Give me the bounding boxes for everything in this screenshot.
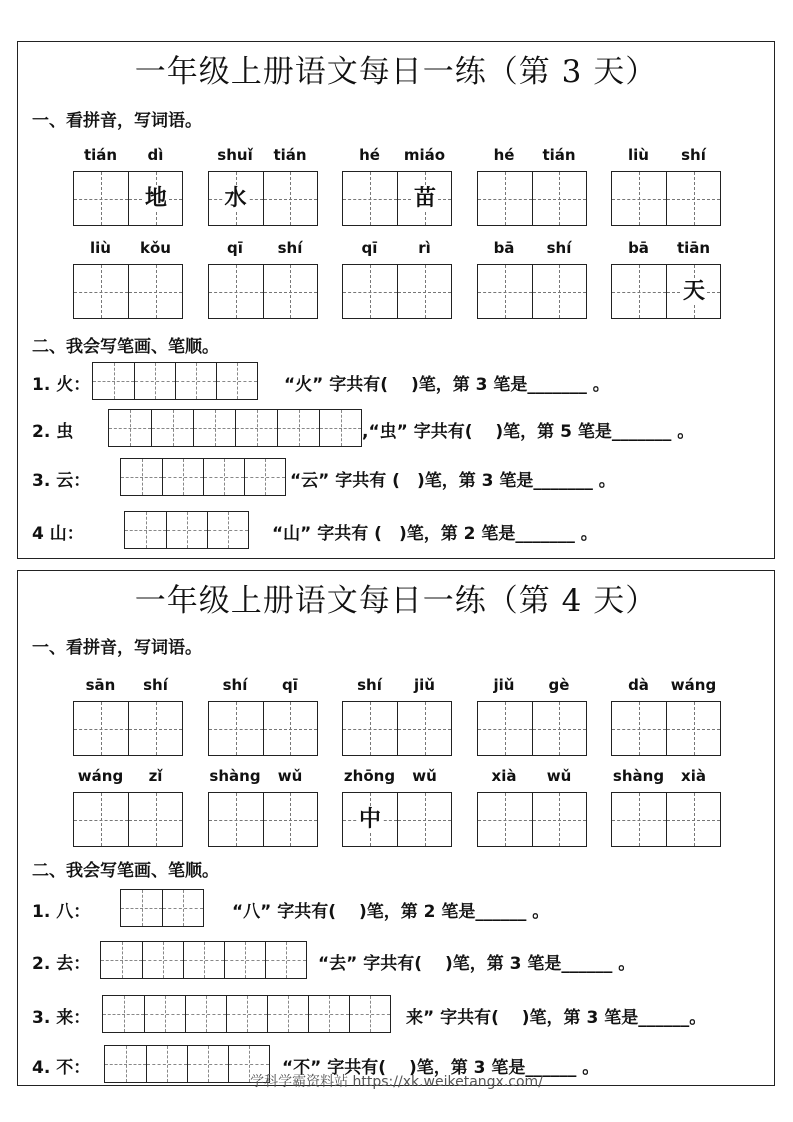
writing-box[interactable] xyxy=(73,264,183,319)
writing-box[interactable] xyxy=(342,701,452,756)
watermark: 学科学霸资料站 https://xk.weiketangx.com/ xyxy=(250,1074,543,1090)
question-text: “八” 字共有( )笔，第 2 笔是______ 。 xyxy=(232,902,550,922)
tianzige-square[interactable] xyxy=(128,265,182,318)
tianzige-square[interactable] xyxy=(74,265,128,318)
given-character: 水 xyxy=(224,186,247,211)
pinyin-syllable: wǔ xyxy=(546,767,572,785)
pinyin-syllable: zǐ xyxy=(148,767,163,785)
stroke-square[interactable] xyxy=(224,942,265,978)
tianzige-square[interactable] xyxy=(128,793,182,846)
sheet-title: 一年级上册语文每日一练（第 4 天） xyxy=(134,583,658,619)
stroke-square[interactable] xyxy=(226,996,267,1032)
writing-box[interactable] xyxy=(611,171,721,226)
tianzige-square[interactable] xyxy=(612,265,666,318)
tianzige-square[interactable] xyxy=(532,793,586,846)
pinyin-syllable: shí xyxy=(546,239,572,257)
tianzige-square[interactable] xyxy=(209,793,263,846)
stroke-question xyxy=(32,995,762,1035)
stroke-square[interactable] xyxy=(185,996,226,1032)
stroke-square[interactable] xyxy=(175,363,216,399)
pinyin-syllable: shí xyxy=(357,676,382,694)
tianzige-square[interactable] xyxy=(532,702,586,755)
question-label: 1. 火： xyxy=(32,375,91,395)
pinyin xyxy=(342,146,452,166)
pinyin-syllable: liù xyxy=(90,239,111,257)
question-label: 2. 虫 xyxy=(32,422,74,442)
tianzige-square[interactable] xyxy=(532,265,586,318)
stroke-square[interactable] xyxy=(193,410,235,446)
tianzige-square[interactable] xyxy=(666,172,720,225)
tianzige-square[interactable] xyxy=(128,702,182,755)
stroke-question xyxy=(32,511,762,551)
tianzige-square[interactable] xyxy=(263,702,317,755)
stroke-square[interactable] xyxy=(134,363,175,399)
writing-box[interactable] xyxy=(342,171,452,226)
tianzige-square[interactable] xyxy=(343,172,397,225)
stroke-question xyxy=(32,362,762,402)
pinyin-syllable: xià xyxy=(491,767,517,785)
stroke-square[interactable] xyxy=(144,996,185,1032)
given-character: 地 xyxy=(144,186,167,211)
given-character: 苗 xyxy=(413,186,436,211)
question-text: “不” 字共有( )笔，第 3 笔是______ 。 xyxy=(282,1058,600,1078)
tianzige-square[interactable] xyxy=(74,793,128,846)
question-label: 4. 不： xyxy=(32,1058,91,1078)
pinyin-syllable: bā xyxy=(493,239,515,257)
pinyin-syllable: qī xyxy=(361,239,378,257)
given-character: 中 xyxy=(358,807,381,832)
pinyin xyxy=(342,767,452,787)
tianzige-square[interactable] xyxy=(263,172,317,225)
stroke-square[interactable] xyxy=(203,459,244,495)
pinyin-syllable: shí xyxy=(681,146,706,164)
pinyin xyxy=(208,239,318,259)
tianzige-square[interactable] xyxy=(343,702,397,755)
writing-box[interactable] xyxy=(477,264,587,319)
stroke-order-grid[interactable] xyxy=(92,362,258,400)
tianzige-square[interactable] xyxy=(478,265,532,318)
stroke-square[interactable] xyxy=(121,459,162,495)
pinyin-syllable: qī xyxy=(227,239,243,257)
pinyin xyxy=(611,767,721,787)
stroke-square[interactable] xyxy=(349,996,390,1032)
tianzige-square[interactable] xyxy=(74,702,128,755)
pinyin-syllable: shàng xyxy=(209,767,261,785)
stroke-square[interactable] xyxy=(101,942,142,978)
pinyin-syllable: jiǔ xyxy=(414,676,435,694)
pinyin-syllable: miáo xyxy=(403,146,446,164)
stroke-square[interactable] xyxy=(183,942,224,978)
pinyin xyxy=(611,146,721,166)
pinyin xyxy=(73,239,183,259)
tianzige-square[interactable] xyxy=(612,793,666,846)
stroke-square[interactable] xyxy=(235,410,277,446)
tianzige-square[interactable] xyxy=(74,172,128,225)
stroke-square[interactable] xyxy=(244,459,285,495)
stroke-question xyxy=(32,889,762,929)
stroke-square[interactable] xyxy=(125,512,166,548)
stroke-question xyxy=(32,458,762,498)
question-text: “火” 字共有( )笔，第 3 笔是_______ 。 xyxy=(284,375,610,395)
pinyin-syllable: rì xyxy=(418,239,431,257)
tianzige-square[interactable] xyxy=(397,793,451,846)
tianzige-square[interactable] xyxy=(209,702,263,755)
stroke-square[interactable] xyxy=(162,459,203,495)
pinyin-syllable: tián xyxy=(542,146,576,164)
tianzige-square[interactable] xyxy=(397,172,451,225)
pinyin-syllable: qī xyxy=(282,676,298,694)
stroke-order-grid[interactable] xyxy=(124,511,249,549)
section-1-heading: 一、看拼音，写词语。 xyxy=(32,638,202,658)
stroke-question xyxy=(32,941,762,981)
pinyin xyxy=(477,239,587,259)
tianzige-square[interactable] xyxy=(532,172,586,225)
stroke-order-grid[interactable] xyxy=(120,458,286,496)
pinyin-syllable: dì xyxy=(147,146,164,164)
pinyin xyxy=(73,146,183,166)
pinyin xyxy=(208,146,318,166)
worksheet-day-3 xyxy=(17,41,775,559)
pinyin xyxy=(208,767,318,787)
stroke-square[interactable] xyxy=(265,942,306,978)
tianzige-square[interactable] xyxy=(343,265,397,318)
stroke-square[interactable] xyxy=(277,410,319,446)
pinyin-syllable: wáng xyxy=(670,676,717,694)
tianzige-square[interactable] xyxy=(666,793,720,846)
writing-box[interactable] xyxy=(208,264,318,319)
pinyin-syllable: kǒu xyxy=(140,239,171,257)
stroke-square[interactable] xyxy=(308,996,349,1032)
writing-box[interactable] xyxy=(73,792,183,847)
section-2-heading: 二、我会写笔画、笔顺。 xyxy=(32,861,219,881)
tianzige-square[interactable] xyxy=(666,265,720,318)
stroke-square[interactable] xyxy=(216,363,257,399)
pinyin xyxy=(73,767,183,787)
pinyin-syllable: hé xyxy=(359,146,380,164)
stroke-square[interactable] xyxy=(151,410,193,446)
writing-box[interactable] xyxy=(342,792,452,847)
question-text: “山” 字共有 ( )笔，第 2 笔是_______ 。 xyxy=(272,524,598,544)
stroke-square[interactable] xyxy=(121,890,162,926)
pinyin-syllable: gè xyxy=(548,676,570,694)
stroke-square[interactable] xyxy=(109,410,151,446)
stroke-square[interactable] xyxy=(103,996,144,1032)
stroke-square[interactable] xyxy=(93,363,134,399)
tianzige-square[interactable] xyxy=(128,172,182,225)
pinyin-syllable: wǔ xyxy=(412,767,437,785)
question-text: 来” 字共有( )笔，第 3 笔是______。 xyxy=(406,1008,707,1028)
tianzige-square[interactable] xyxy=(343,793,397,846)
pinyin-syllable: tián xyxy=(83,146,118,164)
pinyin-syllable: wǔ xyxy=(277,767,303,785)
pinyin-syllable: tiān xyxy=(676,239,711,257)
pinyin xyxy=(611,239,721,259)
writing-box[interactable] xyxy=(477,792,587,847)
pinyin-syllable: hé xyxy=(493,146,515,164)
stroke-order-grid[interactable] xyxy=(102,995,391,1033)
tianzige-square[interactable] xyxy=(263,265,317,318)
pinyin-syllable: shí xyxy=(143,676,168,694)
stroke-square[interactable] xyxy=(166,512,207,548)
pinyin xyxy=(342,676,452,696)
tianzige-square[interactable] xyxy=(263,793,317,846)
question-label: 3. 来： xyxy=(32,1008,91,1028)
tianzige-square[interactable] xyxy=(209,172,263,225)
pinyin-syllable: wáng xyxy=(77,767,124,785)
question-label: 1. 八： xyxy=(32,902,91,922)
stroke-square[interactable] xyxy=(319,410,361,446)
pinyin xyxy=(477,146,587,166)
tianzige-square[interactable] xyxy=(612,702,666,755)
writing-box[interactable] xyxy=(611,264,721,319)
stroke-square[interactable] xyxy=(207,512,248,548)
question-label: 4 山： xyxy=(32,524,84,544)
section-1-heading: 一、看拼音，写词语。 xyxy=(32,111,202,131)
tianzige-square[interactable] xyxy=(612,172,666,225)
writing-box[interactable] xyxy=(73,701,183,756)
writing-box[interactable] xyxy=(611,701,721,756)
pinyin-syllable: shí xyxy=(222,676,248,694)
worksheet-day-4 xyxy=(17,570,775,1086)
section-2-heading: 二、我会写笔画、笔顺。 xyxy=(32,337,219,357)
writing-box[interactable] xyxy=(477,701,587,756)
stroke-question xyxy=(32,409,762,449)
writing-box[interactable] xyxy=(73,171,183,226)
pinyin-syllable: tián xyxy=(273,146,307,164)
given-character: 天 xyxy=(682,279,705,304)
pinyin-syllable: sān xyxy=(85,676,116,694)
question-label: 3. 云： xyxy=(32,471,91,491)
writing-box[interactable] xyxy=(208,171,318,226)
writing-box[interactable] xyxy=(342,264,452,319)
question-text: “云” 字共有 ( )笔，第 3 笔是_______ 。 xyxy=(290,471,616,491)
pinyin-syllable: shuǐ xyxy=(217,146,253,164)
tianzige-square[interactable] xyxy=(397,265,451,318)
question-text: “去” 字共有( )笔，第 3 笔是______ 。 xyxy=(318,954,636,974)
stroke-square[interactable] xyxy=(267,996,308,1032)
pinyin-syllable: dà xyxy=(628,676,649,694)
writing-box[interactable] xyxy=(208,701,318,756)
question-label: 2. 去： xyxy=(32,954,91,974)
stroke-square[interactable] xyxy=(142,942,183,978)
pinyin-syllable: xià xyxy=(681,767,706,785)
pinyin-syllable: liù xyxy=(628,146,649,164)
pinyin xyxy=(73,676,183,696)
tianzige-square[interactable] xyxy=(478,702,532,755)
tianzige-square[interactable] xyxy=(397,702,451,755)
tianzige-square[interactable] xyxy=(478,793,532,846)
pinyin xyxy=(477,767,587,787)
pinyin-syllable: zhōng xyxy=(343,767,396,785)
pinyin-syllable: shàng xyxy=(612,767,665,785)
pinyin xyxy=(477,676,587,696)
stroke-order-grid[interactable] xyxy=(108,409,362,447)
writing-box[interactable] xyxy=(477,171,587,226)
pinyin-syllable: shí xyxy=(277,239,303,257)
question-text: ,“虫” 字共有( )笔，第 5 笔是_______ 。 xyxy=(362,422,695,442)
pinyin xyxy=(342,239,452,259)
tianzige-square[interactable] xyxy=(478,172,532,225)
pinyin-syllable: jiǔ xyxy=(493,676,515,694)
tianzige-square[interactable] xyxy=(666,702,720,755)
pinyin xyxy=(208,676,318,696)
pinyin xyxy=(611,676,721,696)
stroke-order-grid[interactable] xyxy=(120,889,204,927)
tianzige-square[interactable] xyxy=(209,265,263,318)
writing-box[interactable] xyxy=(208,792,318,847)
writing-box[interactable] xyxy=(611,792,721,847)
sheet-title: 一年级上册语文每日一练（第 3 天） xyxy=(134,54,658,90)
stroke-square[interactable] xyxy=(162,890,203,926)
stroke-order-grid[interactable] xyxy=(100,941,307,979)
pinyin-syllable: bā xyxy=(628,239,649,257)
